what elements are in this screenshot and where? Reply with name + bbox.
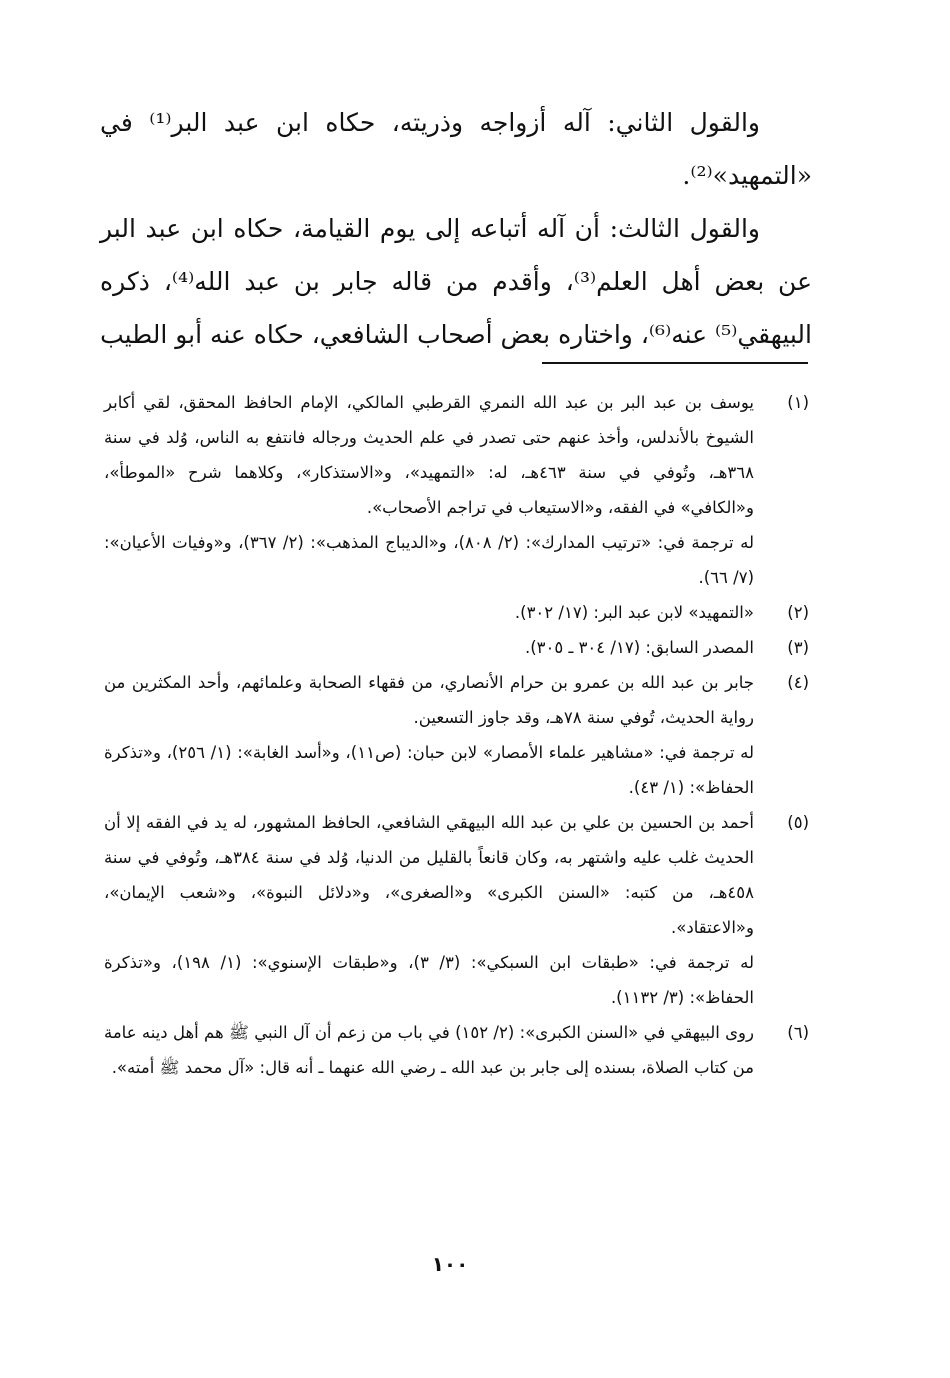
footnote-text: له ترجمة في: «مشاهير علماء الأمصار» لابن حبان: (ص١١)، و«أسد الغابة»: (١/ ٢٥٦)، و«تذكرة الحفاظ»: (١/ ٤٣).	[104, 743, 754, 797]
page-number: ١٠٠	[431, 1252, 469, 1276]
footnote-5	[104, 805, 809, 1015]
footnote-body	[104, 805, 754, 1015]
footnote-number: (٦)	[787, 1023, 809, 1042]
footnote-text: أحمد بن الحسين بن علي بن عبد الله البيهقي الشافعي، الحافظ المشهور، له يد في الفقه إلا أن الحديث غلب عليه واشتهر به، وكان قانعاً بالقليل من الدنيا، وُلد في سنة ٣٨٤هـ، وتُوفي في سنة ٤٥٨هـ، من كتبه: «السنن الكبرى» و«الصغرى»، و«دلائل النبوة»، و«شعب الإيمان»، و«الاعتقاد».	[104, 813, 754, 937]
footnote-number: (٥)	[787, 813, 809, 832]
footnote-6	[104, 1015, 809, 1085]
footnote-number: (٤)	[787, 673, 809, 692]
footnotes-section	[104, 385, 809, 1085]
footnote-text: يوسف بن عبد البر بن عبد الله النمري القرطبي المالكي، الإمام الحافظ المحقق، لقي أكابر الشيوخ بالأندلس، وأخذ عنهم حتى تصدر في علم الحديث ورجاله فانتفع به الناس، وُلد في سنة ٣٦٨هـ، وتُوفي في سنة ٤٦٣هـ، له: «التمهيد»، و«الاستذكار»، وكلاهما شرح «الموطأ»، و«الكافي» في الفقه، و«الاستيعاب في تراجم الأصحاب».	[104, 393, 755, 517]
footnote-4	[104, 665, 809, 805]
footnote-text: روى البيهقي في «السنن الكبرى»: (٢/ ١٥٢) في باب من زعم أن آل النبي ﷺ هم أهل دينه عامة من كتاب الصلاة، بسنده إلى جابر بن عبد الله ـ رضي الله عنهما ـ أنه قال: «آل محمد ﷺ أمته».	[104, 1023, 754, 1077]
main-text	[100, 96, 812, 361]
main-paragraph-1: والقول الثاني: آله أزواجه وذريته، حكاه ابن عبد البر⁽¹⁾ في «التمهيد»⁽²⁾.	[100, 108, 812, 190]
footnote-text: جابر بن عبد الله بن عمرو بن حرام الأنصاري، من فقهاء الصحابة وعلمائهم، وأحد المكثرين من رواية الحديث، تُوفي سنة ٧٨هـ، وقد جاوز التسعين.	[104, 673, 754, 727]
footnote-divider	[542, 362, 808, 364]
footnote-1	[104, 385, 809, 595]
footnote-2	[104, 595, 809, 630]
footnote-text: له ترجمة في: «طبقات ابن السبكي»: (٣/ ٣)، و«طبقات الإسنوي»: (١/ ١٩٨)، و«تذكرة الحفاظ»: (٣/ ١١٣٢).	[104, 953, 754, 1007]
footnote-body	[104, 665, 754, 805]
footnote-body	[104, 595, 754, 630]
footnote-body	[104, 630, 754, 665]
footnote-text: «التمهيد» لابن عبد البر: (١٧/ ٣٠٢).	[514, 603, 754, 622]
footnote-number: (١)	[787, 393, 809, 412]
footnote-text: له ترجمة في: «ترتيب المدارك»: (٢/ ٨٠٨)، و«الديباج المذهب»: (٢/ ٣٦٧)، و«وفيات الأعيان»: (٧/ ٦٦).	[104, 533, 755, 587]
footnote-3	[104, 630, 809, 665]
footnote-number: (٣)	[787, 638, 809, 657]
footnote-body	[104, 385, 754, 595]
main-paragraph-2: والقول الثالث: أن آله أتباعه إلى يوم القيامة، حكاه ابن عبد البر عن بعض أهل العلم⁽³⁾، وأقدم من قاله جابر بن عبد الله⁽⁴⁾، ذكره البيهقي⁽⁵⁾ عنه⁽⁶⁾، واختاره بعض أصحاب الشافعي، حكاه عنه أبو الطيب	[100, 214, 812, 349]
footnote-number: (٢)	[787, 603, 809, 622]
footnote-body	[104, 1015, 754, 1085]
footnote-text: المصدر السابق: (١٧/ ٣٠٤ ـ ٣٠٥).	[524, 638, 754, 657]
